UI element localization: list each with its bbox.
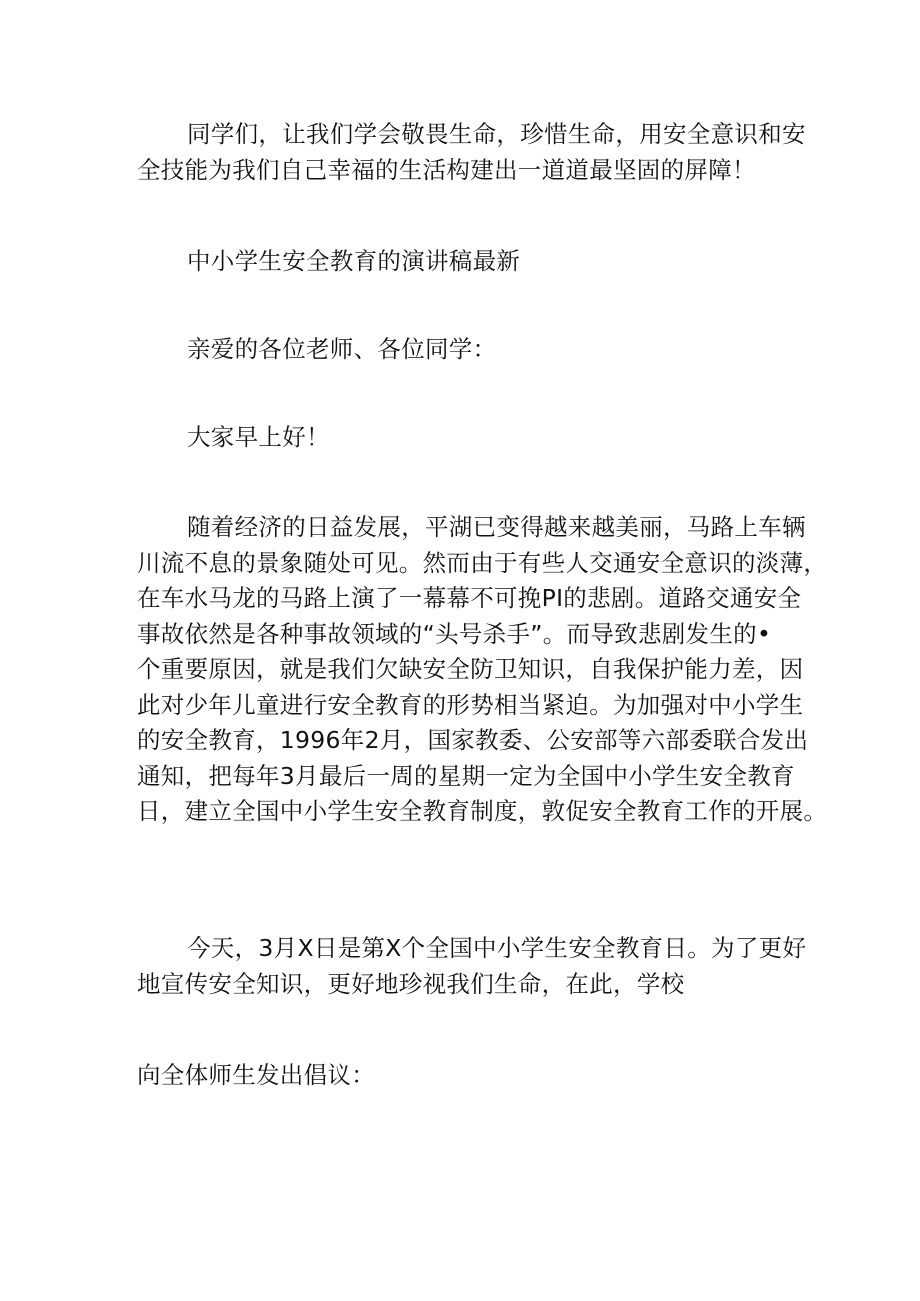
text-line: 全技能为我们自己幸福的生活构建出一道道最坚固的屏障！ bbox=[137, 155, 756, 184]
text-line: 在车水马龙的马路上演了一幕幕不可挽PI的悲剧。道路交通安全 bbox=[137, 584, 802, 612]
text-line: 日，建立全国中小学生安全教育制度，敦促安全教育工作的开展。 bbox=[137, 797, 828, 825]
paragraph-background bbox=[137, 510, 828, 830]
paragraph-proposal bbox=[137, 1058, 797, 1094]
paragraph-greeting bbox=[137, 420, 797, 456]
greeting: 大家早上好！ bbox=[187, 423, 330, 451]
speech-title: 中小学生安全教育的演讲稿最新 bbox=[187, 247, 521, 275]
paragraph-speech-title bbox=[137, 244, 797, 280]
text-line: 通知，把每年3月最后一周的星期一定为全国中小学生安全教育 bbox=[137, 761, 795, 790]
text-line: 川流不息的景象随处可见。然而由于有些人交通安全意识的淡薄， bbox=[137, 548, 828, 577]
text-line: 的安全教育，1996年2月，国家教委、公安部等六部委联合发出 bbox=[137, 726, 809, 754]
text-line: 随着经济的日益发展，平湖已变得越来越美丽，马路上车辆 bbox=[187, 513, 806, 541]
paragraph-salutation bbox=[137, 332, 797, 368]
text-line: 个重要原因，就是我们欠缺安全防卫知识，自我保护能力差，因 bbox=[137, 655, 804, 683]
salutation: 亲爱的各位老师、各位同学： bbox=[187, 335, 497, 363]
text-line: 同学们，让我们学会敬畏生命，珍惜生命，用安全意识和安 bbox=[187, 120, 806, 148]
text-line: 地宣传安全知识，更好地珍视我们生命，在此，学校 bbox=[137, 969, 685, 998]
paragraph-today bbox=[137, 931, 807, 1002]
text-line: 向全体师生发出倡议： bbox=[137, 1061, 375, 1089]
text-line: 事故依然是各种事故领域的“头号杀手”。而导致悲剧发生的• bbox=[137, 619, 772, 648]
text-line: 此对少年儿童进行安全教育的形势相当紧迫。为加强对中小学生 bbox=[137, 690, 804, 719]
text-line: 今天，3月X日是第X个全国中小学生安全教育日。为了更好 bbox=[187, 934, 807, 962]
paragraph-closing-appeal bbox=[137, 117, 806, 188]
